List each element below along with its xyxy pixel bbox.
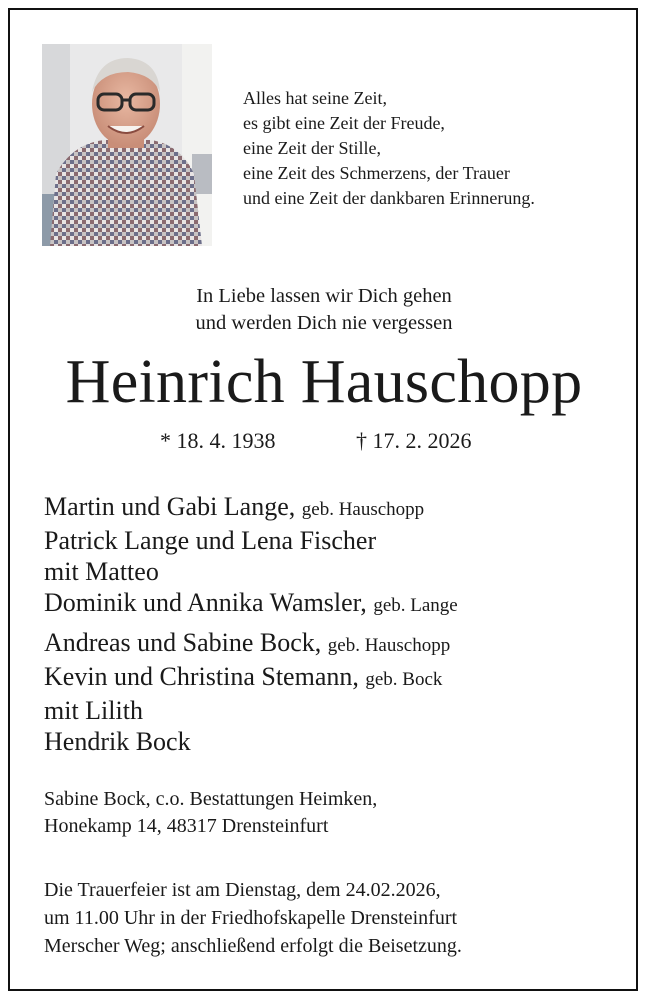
death-date: † 17. 2. 2026 [356,428,472,453]
family-note: geb. Bock [365,669,443,690]
family-line [44,627,458,661]
family-line [44,726,458,757]
poem-text: Alles hat seine Zeit, es gibt eine Zeit der Freude, eine Zeit der Stille, eine Zeit des Schmerzens, der Trauer und eine Zeit der dankbaren Erinnerung. [243,88,535,208]
deceased-name: Heinrich Hauschopp [65,348,583,416]
family-line [44,587,458,621]
family-line [44,556,458,587]
family-note: geb. Hauschopp [301,499,425,520]
family-note: geb. Hauschopp [327,635,451,656]
birth-date: * 18. 4. 1938 [160,428,276,453]
family-name: mit Matteo [44,557,159,586]
family-name: Dominik und Annika Wamsler, [44,588,367,617]
family-line [44,695,458,726]
family-name: Andreas und Sabine Bock, [44,628,322,657]
funeral-info: Die Trauerfeier ist am Dienstag, dem 24.02.2026, um 11.00 Uhr in der Friedhofskapelle Drensteinfurt Merscher Weg; anschließend erfolgt die Beisetzung. [44,879,462,957]
family-line [44,525,458,556]
portrait-photo [42,44,212,246]
family-name: Martin und Gabi Lange, [44,492,296,521]
family-list [44,491,458,757]
family-name: Patrick Lange und Lena Fischer [44,526,377,555]
family-line [44,661,458,695]
family-line [44,491,458,525]
portrait-image [42,44,212,246]
family-name: Kevin und Christina Stemann, [44,662,359,691]
intro-text: In Liebe lassen wir Dich gehen und werden Dich nie vergessen [195,285,453,334]
family-name: Hendrik Bock [44,727,191,756]
family-note: geb. Lange [373,595,458,616]
family-name: mit Lilith [44,696,143,725]
contact-address: Sabine Bock, c.o. Bestattungen Heimken, Honekamp 14, 48317 Drensteinfurt [44,788,378,837]
